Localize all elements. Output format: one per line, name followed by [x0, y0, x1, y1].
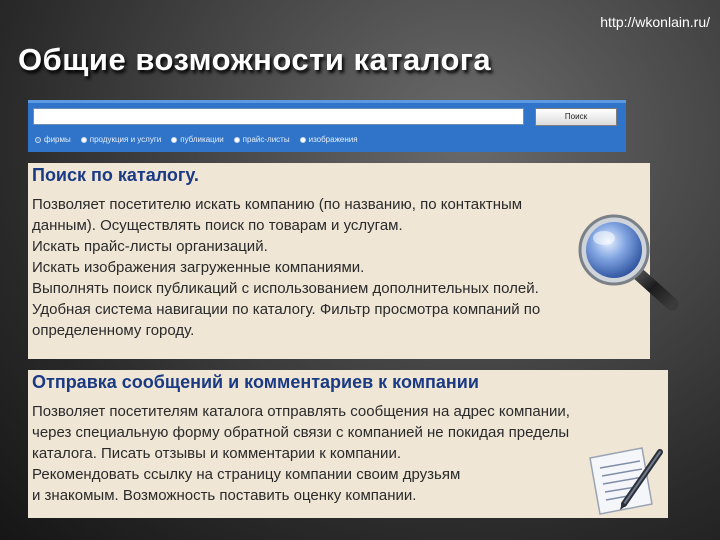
radio-icon — [234, 137, 240, 143]
section-text-line: и знакомым. Возможность поставить оценку компании. — [32, 487, 417, 504]
search-option-publications[interactable] — [171, 135, 223, 144]
section-text-line: данным). Осуществлять поиск по товарам и услугам. — [32, 217, 403, 234]
section-text-line: Искать изображения загруженные компаниями. — [32, 259, 365, 276]
radio-icon — [300, 137, 306, 143]
section-text-line: Выполнять поиск публикаций с использованием дополнительных полей. — [32, 280, 539, 297]
section-text-line: Позволяет посетителю искать компанию (по названию, по контактным — [32, 196, 523, 213]
search-option-label: фирмы — [44, 135, 71, 144]
radio-icon — [171, 137, 177, 143]
search-option-firms[interactable] — [35, 135, 71, 144]
section-text-line: Рекомендовать ссылку на страницу компании своим друзьям — [32, 466, 461, 483]
section-text-line: каталога. Писать отзывы и комментарии к компании. — [32, 445, 401, 462]
search-option-products[interactable] — [81, 135, 161, 144]
radio-icon — [81, 137, 87, 143]
section-text-line: Удобная система навигации по каталогу. Фильтр просмотра компаний по — [32, 301, 541, 318]
search-button[interactable]: Поиск — [535, 108, 617, 126]
search-bar-screenshot — [28, 100, 626, 152]
search-input[interactable] — [33, 108, 524, 125]
search-option-pricelists[interactable] — [234, 135, 290, 144]
messaging-features-panel — [28, 370, 668, 518]
document-pen-icon — [584, 444, 666, 516]
search-option-label: продукция и услуги — [89, 135, 162, 144]
section-heading: Поиск по каталогу. — [32, 165, 199, 185]
section-text-line: Искать прайс-листы организаций. — [32, 238, 268, 255]
search-option-label: изображения — [308, 135, 358, 144]
section-text-line: через специальную форму обратной связи с компанией не покидая пределы — [32, 424, 570, 441]
section-text-line: Позволяет посетителям каталога отправлять сообщения на адрес компании, — [32, 403, 570, 420]
section-text-line: определенному городу. — [32, 322, 195, 339]
radio-icon — [35, 137, 41, 143]
search-option-label: прайс-листы — [242, 135, 290, 144]
search-option-label: публикации — [180, 135, 224, 144]
magnifier-icon — [574, 212, 686, 312]
section-heading: Отправка сообщений и комментариев к компании — [32, 372, 479, 392]
search-features-panel — [28, 163, 650, 359]
search-option-images[interactable] — [300, 135, 358, 144]
site-url: http://wkonlain.ru/ — [600, 14, 710, 30]
search-type-options — [35, 135, 358, 144]
slide-title: Общие возможности каталога — [18, 42, 492, 77]
